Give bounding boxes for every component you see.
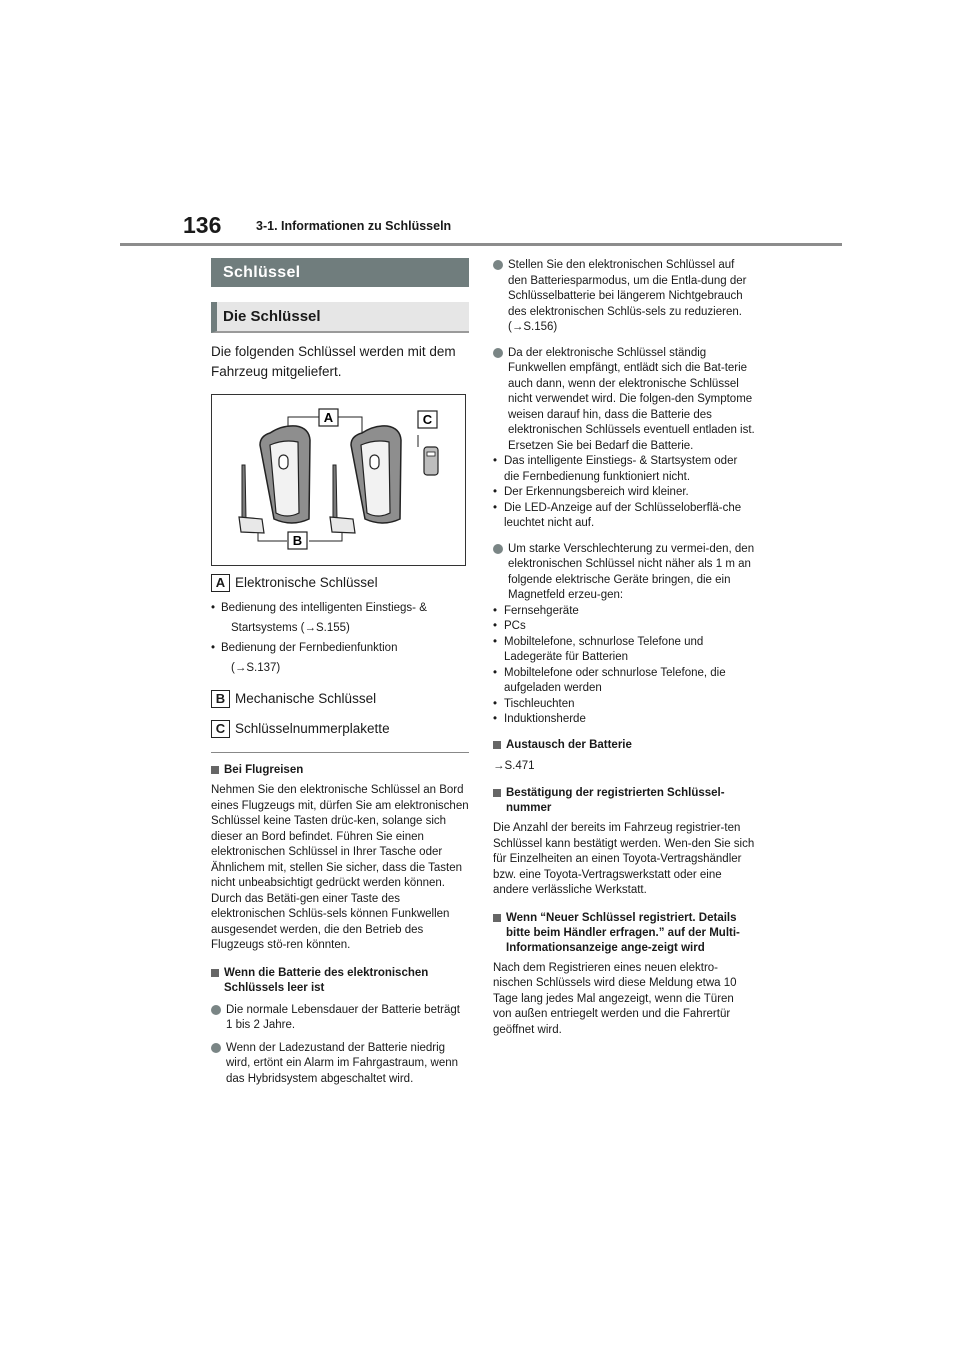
figure-label-a: A	[323, 410, 334, 425]
figure-label-c: C	[422, 412, 433, 427]
confirm-text: Die Anzahl der bereits im Fahrzeug registrier-ten Schlüssel kann bestätigt werden. Wen-den Sie sich für Einzelheiten an einen Toyota-Vertragshändler bzw. eine Toyota-Vertragswerkstatt oder eine andere verlässliche Werkstatt.	[493, 822, 755, 896]
mechanical-key-left	[239, 465, 264, 533]
square-bullet-icon	[493, 741, 501, 749]
confirm-heading: Bestätigung der registrierten Schlüssel-nummer	[493, 786, 755, 816]
battery-item-1: Die normale Lebensdauer der Batterie beträgt 1 bis 2 Jahre.	[211, 1003, 469, 1034]
replace-heading: Austausch der Batterie	[493, 738, 755, 753]
replace-reference: →S.471	[493, 759, 535, 772]
letter-badge-b: B	[211, 690, 230, 708]
list-item: • Bedienung des intelligenten Einstiegs- & Startsystems (→S.155)	[211, 598, 469, 638]
key-label-b: Mechanische Schlüssel	[235, 691, 377, 706]
square-bullet-icon	[493, 914, 501, 922]
list-item: • Induktionsherde	[493, 712, 755, 728]
square-bullet-icon	[211, 969, 219, 977]
circle-bullet-icon	[211, 1043, 221, 1053]
electronic-key-left	[260, 426, 310, 523]
flight-text: Nehmen Sie den elektronische Schlüssel an Bord eines Flugzeugs mit, dürfen Sie am elektronischen Schlüssel keine Tasten drüc-ken, solange sich dieser an Bord befindet. Führen Sie einen elektronischen Schlüssel in Ihrer Tasche oder Ähnlichem mit, stellen Sie sicher, dass die Tasten nicht unbeabsichtigt gedrückt werden können. Durch das Betäti-gen einer Taste des elektronischen Schlüs-sels können Funkwellen ausgesendet werden, die den Betrieb des Flugzeugs stö-ren könnten.	[211, 784, 469, 951]
battery-drain-item: Da der elektronische Schlüssel ständig Funkwellen empfängt, entlädt sich die Bat-terie auch dann, wenn der elektronische Schlüssel nicht verwendet wird. Die folgen-den Symptome weisen darauf hin, dass die Batterie des elektronischen Schlüssels eventuell entladen ist. Ersetzen Sie bei Bedarf die Batterie.	[493, 346, 755, 455]
header-rule	[120, 243, 842, 246]
circle-bullet-icon	[493, 348, 503, 358]
circle-bullet-icon	[211, 1005, 221, 1015]
mechanical-key-right	[330, 465, 355, 533]
page-number: 136	[183, 212, 222, 238]
circle-bullet-icon	[493, 260, 503, 270]
electronic-key-right	[351, 426, 401, 523]
new-key-heading: Wenn “Neuer Schlüssel registriert. Details bitte beim Händler erfragen.” auf der Multi-Informationsanzeige ange-zeigt wird	[493, 911, 755, 956]
subsection-title: Die Schlüssel	[211, 302, 469, 333]
list-item: • Fernsehgeräte	[493, 604, 755, 620]
key-number-plate	[424, 447, 438, 475]
battery-item-2: Wenn der Ladezustand der Batterie niedrig wird, ertönt ein Alarm im Fahrgastraum, wenn das Hybridsystem abgeschaltet wird.	[211, 1041, 469, 1088]
square-bullet-icon	[493, 789, 501, 797]
list-item: • Mobiltelefone, schnurlose Telefone und Ladegeräte für Batterien	[493, 635, 755, 666]
left-column	[211, 258, 469, 1087]
list-item: • Mobiltelefone oder schnurlose Telefone, die aufgeladen werden	[493, 666, 755, 697]
key-a-functions	[211, 598, 469, 678]
list-item: • Tischleuchten	[493, 697, 755, 713]
key-item-b	[211, 690, 469, 708]
key-label-a: Elektronische Schlüssel	[235, 575, 378, 590]
circle-bullet-icon	[493, 544, 503, 554]
flight-heading: Bei Flugreisen	[211, 763, 469, 778]
section-title: Schlüssel	[211, 258, 469, 287]
list-item: • Bedienung der Fernbedienfunktion (→S.137)	[211, 638, 469, 678]
right-column	[493, 258, 755, 1038]
list-item: • Das intelligente Einstiegs- & Startsystem oder die Fernbedienung funktioniert nicht.	[493, 454, 755, 485]
key-item-c	[211, 720, 469, 738]
intro-text: Die folgenden Schlüssel werden mit dem Fahrzeug mitgeliefert.	[211, 344, 456, 379]
chapter-title: 3-1. Informationen zu Schlüsseln	[256, 219, 452, 233]
keys-illustration	[211, 394, 466, 566]
battery-heading: Wenn die Batterie des elektronischen Schlüssels leer ist	[211, 966, 469, 996]
battery-save-item: Stellen Sie den elektronischen Schlüssel auf den Batteriesparmodus, um die Entla-dung der Schlüsselbatterie bei längerem Nichtgebrauch des elektronischen Schlüs-sels zu reduzieren. (→S.156)	[493, 258, 755, 336]
key-item-a	[211, 574, 469, 592]
list-item: • PCs	[493, 619, 755, 635]
list-item: • Der Erkennungsbereich wird kleiner.	[493, 485, 755, 501]
device-list	[493, 604, 755, 728]
letter-badge-a: A	[211, 574, 230, 592]
letter-badge-c: C	[211, 720, 230, 738]
symptom-list	[493, 454, 755, 532]
list-item: • Die LED-Anzeige auf der Schlüsseloberflä-che leuchtet nicht auf.	[493, 501, 755, 532]
key-label-c: Schlüsselnummerplakette	[235, 721, 390, 736]
magnetic-field-item: Um starke Verschlechterung zu vermei-den, den elektronischen Schlüssel nicht näher als 1 m an folgende elektrische Geräte bringen, die ein Magnetfeld erzeu-gen:	[493, 542, 755, 604]
square-bullet-icon	[211, 766, 219, 774]
section-divider	[211, 752, 469, 753]
new-key-text: Nach dem Registrieren eines neuen elektro-nischen Schlüssels wird diese Meldung etwa 10 Tage lang jedes Mal angezeigt, wenn die Türen von außen entriegelt werden und die Fahrertür geöffnet wird.	[493, 961, 737, 1036]
figure-label-b: B	[292, 533, 303, 548]
